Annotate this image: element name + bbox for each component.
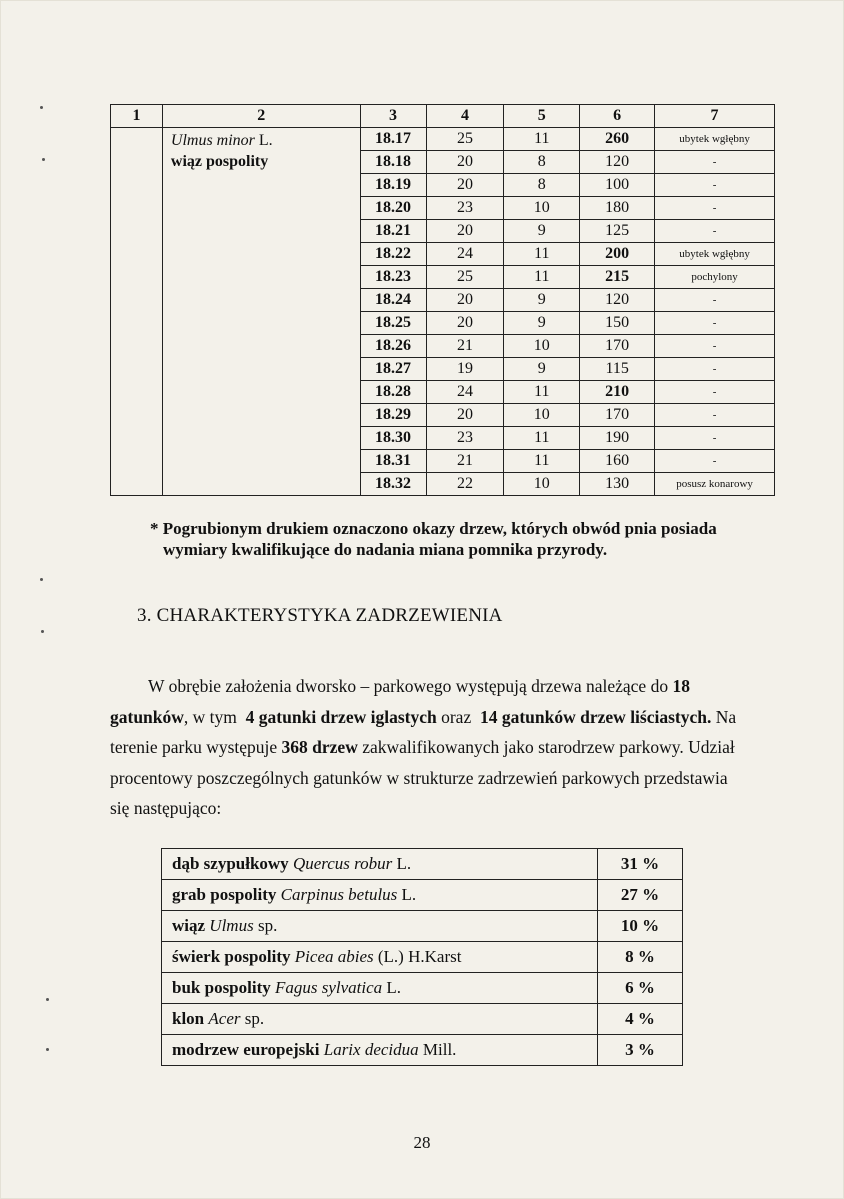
cell: 10: [504, 335, 580, 358]
cell: 23: [426, 427, 504, 450]
percent-cell: 10 %: [598, 911, 683, 942]
circumference-cell: 210: [580, 381, 655, 404]
text-run: 4 gatunki drzew iglastych: [245, 706, 437, 727]
percent-cell: 8 %: [598, 942, 683, 973]
circumference-cell: 200: [580, 243, 655, 266]
species-cell: [162, 1035, 598, 1066]
tree-id-cell: 18.18: [360, 151, 426, 174]
table-row: [162, 973, 683, 1004]
tree-table-body: [111, 128, 775, 496]
cell: 20: [426, 404, 504, 427]
cell: 25: [426, 128, 504, 151]
footnote: [150, 518, 790, 560]
percent-cell: 4 %: [598, 1004, 683, 1035]
cell: 11: [504, 381, 580, 404]
cell: 10: [504, 404, 580, 427]
species-cell: [162, 1004, 598, 1035]
notes-cell: ubytek wgłębny: [655, 243, 775, 266]
circumference-cell: 190: [580, 427, 655, 450]
tree-id-cell: 18.32: [360, 473, 426, 496]
circumference-cell: 125: [580, 220, 655, 243]
species-author: L.: [386, 978, 402, 997]
cell: 11: [504, 243, 580, 266]
text-run: 14 gatunków drzew liściastych.: [479, 706, 712, 727]
notes-cell: -: [655, 404, 775, 427]
notes-cell: -: [655, 289, 775, 312]
circumference-cell: 120: [580, 289, 655, 312]
percent-cell: 3 %: [598, 1035, 683, 1066]
cell: 24: [426, 243, 504, 266]
table-row: [162, 1035, 683, 1066]
tree-id-cell: 18.19: [360, 174, 426, 197]
scan-speck: [42, 158, 45, 161]
column-header: 2: [162, 105, 360, 128]
cell: 20: [426, 312, 504, 335]
notes-cell: pochylony: [655, 266, 775, 289]
table-row: [162, 942, 683, 973]
notes-cell: ubytek wgłębny: [655, 128, 775, 151]
text-run: Na: [715, 706, 737, 727]
circumference-cell: 160: [580, 450, 655, 473]
species-latin: Picea abies: [294, 947, 374, 966]
notes-cell: -: [655, 312, 775, 335]
cell: 20: [426, 151, 504, 174]
notes-cell: -: [655, 427, 775, 450]
species-cell: [162, 942, 598, 973]
species-latin: Quercus robur: [292, 854, 393, 873]
species-cell: [162, 880, 598, 911]
cell: 20: [426, 174, 504, 197]
cell: 23: [426, 197, 504, 220]
text-run: się następująco:: [110, 798, 222, 818]
tree-id-cell: 18.20: [360, 197, 426, 220]
tree-id-cell: 18.25: [360, 312, 426, 335]
scan-speck: [41, 630, 44, 633]
tree-id-cell: 18.27: [360, 358, 426, 381]
tree-id-cell: 18.29: [360, 404, 426, 427]
species-author: L.: [396, 854, 412, 873]
scan-speck: [46, 1048, 49, 1051]
text-run: procentowy poszczególnych gatunków w strukturze zadrzewień parkowych przedstawia: [110, 767, 728, 788]
species-author: L.: [401, 885, 417, 904]
species-common: dąb szypułkowy: [172, 854, 289, 873]
tree-id-cell: 18.24: [360, 289, 426, 312]
circumference-cell: 100: [580, 174, 655, 197]
cell: 25: [426, 266, 504, 289]
tree-id-cell: 18.22: [360, 243, 426, 266]
circumference-cell: 215: [580, 266, 655, 289]
cell: 20: [426, 220, 504, 243]
species-latin: Ulmus minor: [170, 132, 255, 149]
scan-speck: [46, 998, 49, 1001]
species-cell: [162, 911, 598, 942]
species-author: (L.) H.Karst: [377, 947, 462, 966]
percent-cell: 31 %: [598, 849, 683, 880]
circumference-cell: 120: [580, 151, 655, 174]
tree-id-cell: 18.23: [360, 266, 426, 289]
cell: 9: [504, 358, 580, 381]
column-header: 6: [580, 105, 655, 128]
text-run: W obrębie założenia dworsko – parkowego występują drzewa należące do: [148, 676, 669, 696]
notes-cell: -: [655, 174, 775, 197]
cell: 19: [426, 358, 504, 381]
cell: 11: [504, 450, 580, 473]
lp-cell: [111, 128, 163, 496]
species-common: wiąz pospolity: [170, 153, 269, 170]
cell: 11: [504, 427, 580, 450]
species-share-body: [162, 849, 683, 1066]
cell: 10: [504, 473, 580, 496]
species-latin: Larix decidua: [323, 1040, 419, 1059]
species-common: wiąz: [172, 916, 206, 935]
tree-id-cell: 18.30: [360, 427, 426, 450]
cell: 9: [504, 220, 580, 243]
species-cell: [162, 849, 598, 880]
species-common: grab pospolity: [172, 885, 277, 904]
table-row: [162, 1004, 683, 1035]
section-heading: 3. CHARAKTERYSTYKA ZADRZEWIENIA: [137, 605, 503, 626]
text-run: oraz: [441, 706, 472, 727]
cell: 24: [426, 381, 504, 404]
cell: 11: [504, 266, 580, 289]
column-header: 7: [655, 105, 775, 128]
table-header-row: [111, 105, 775, 128]
tree-id-cell: 18.28: [360, 381, 426, 404]
footnote-line-1: * Pogrubionym drukiem oznaczono okazy drzew, których obwód pnia posiada: [150, 519, 717, 538]
species-latin: Ulmus: [209, 916, 254, 935]
cell: 21: [426, 450, 504, 473]
percent-cell: 27 %: [598, 880, 683, 911]
percent-cell: 6 %: [598, 973, 683, 1004]
notes-cell: -: [655, 220, 775, 243]
tree-id-cell: 18.26: [360, 335, 426, 358]
notes-cell: posusz konarowy: [655, 473, 775, 496]
column-header: 1: [111, 105, 163, 128]
circumference-cell: 130: [580, 473, 655, 496]
cell: 9: [504, 312, 580, 335]
species-author: Mill.: [422, 1040, 457, 1059]
cell: 10: [504, 197, 580, 220]
species-common: buk pospolity: [172, 978, 271, 997]
table-row: [162, 880, 683, 911]
notes-cell: -: [655, 358, 775, 381]
circumference-cell: 260: [580, 128, 655, 151]
species-common: klon: [172, 1009, 205, 1028]
column-header: 5: [504, 105, 580, 128]
circumference-cell: 115: [580, 358, 655, 381]
species-author: sp.: [244, 1009, 265, 1028]
footnote-line-2: wymiary kwalifikujące do nadania miana pomnika przyrody.: [163, 540, 608, 559]
circumference-cell: 170: [580, 404, 655, 427]
text-run: terenie parku występuje: [110, 737, 278, 757]
species-cell: [162, 128, 360, 496]
text-run: 18: [672, 676, 690, 696]
table-row: [111, 128, 775, 151]
circumference-cell: 150: [580, 312, 655, 335]
cell: 21: [426, 335, 504, 358]
cell: 8: [504, 174, 580, 197]
text-run: gatunków: [110, 706, 184, 727]
notes-cell: -: [655, 151, 775, 174]
species-latin: Acer: [208, 1009, 241, 1028]
species-author: L.: [258, 132, 273, 149]
table-row: [162, 911, 683, 942]
notes-cell: -: [655, 450, 775, 473]
column-header: 3: [360, 105, 426, 128]
table-row: [162, 849, 683, 880]
cell: 22: [426, 473, 504, 496]
tree-id-cell: 18.31: [360, 450, 426, 473]
page-number: 28: [413, 1133, 431, 1152]
circumference-cell: 170: [580, 335, 655, 358]
species-latin: Fagus sylvatica: [275, 978, 383, 997]
notes-cell: -: [655, 335, 775, 358]
text-run: , w tym: [183, 706, 237, 727]
notes-cell: -: [655, 381, 775, 404]
description-paragraph: [110, 671, 775, 824]
text-run: 368 drzew: [281, 737, 358, 757]
species-share-table: [161, 848, 683, 1066]
tree-inventory-table: [110, 104, 775, 496]
species-common: świerk pospolity: [172, 947, 291, 966]
cell: 20: [426, 289, 504, 312]
circumference-cell: 180: [580, 197, 655, 220]
cell: 9: [504, 289, 580, 312]
species-latin: Carpinus betulus: [280, 885, 398, 904]
scan-speck: [40, 106, 43, 109]
cell: 8: [504, 151, 580, 174]
text-run: zakwalifikowanych jako starodrzew parkowy. Udział: [362, 737, 735, 757]
tree-id-cell: 18.17: [360, 128, 426, 151]
species-author: sp.: [257, 916, 278, 935]
notes-cell: -: [655, 197, 775, 220]
species-common: modrzew europejski: [172, 1040, 320, 1059]
tree-id-cell: 18.21: [360, 220, 426, 243]
cell: 11: [504, 128, 580, 151]
scan-speck: [40, 578, 43, 581]
species-cell: [162, 973, 598, 1004]
column-header: 4: [426, 105, 504, 128]
